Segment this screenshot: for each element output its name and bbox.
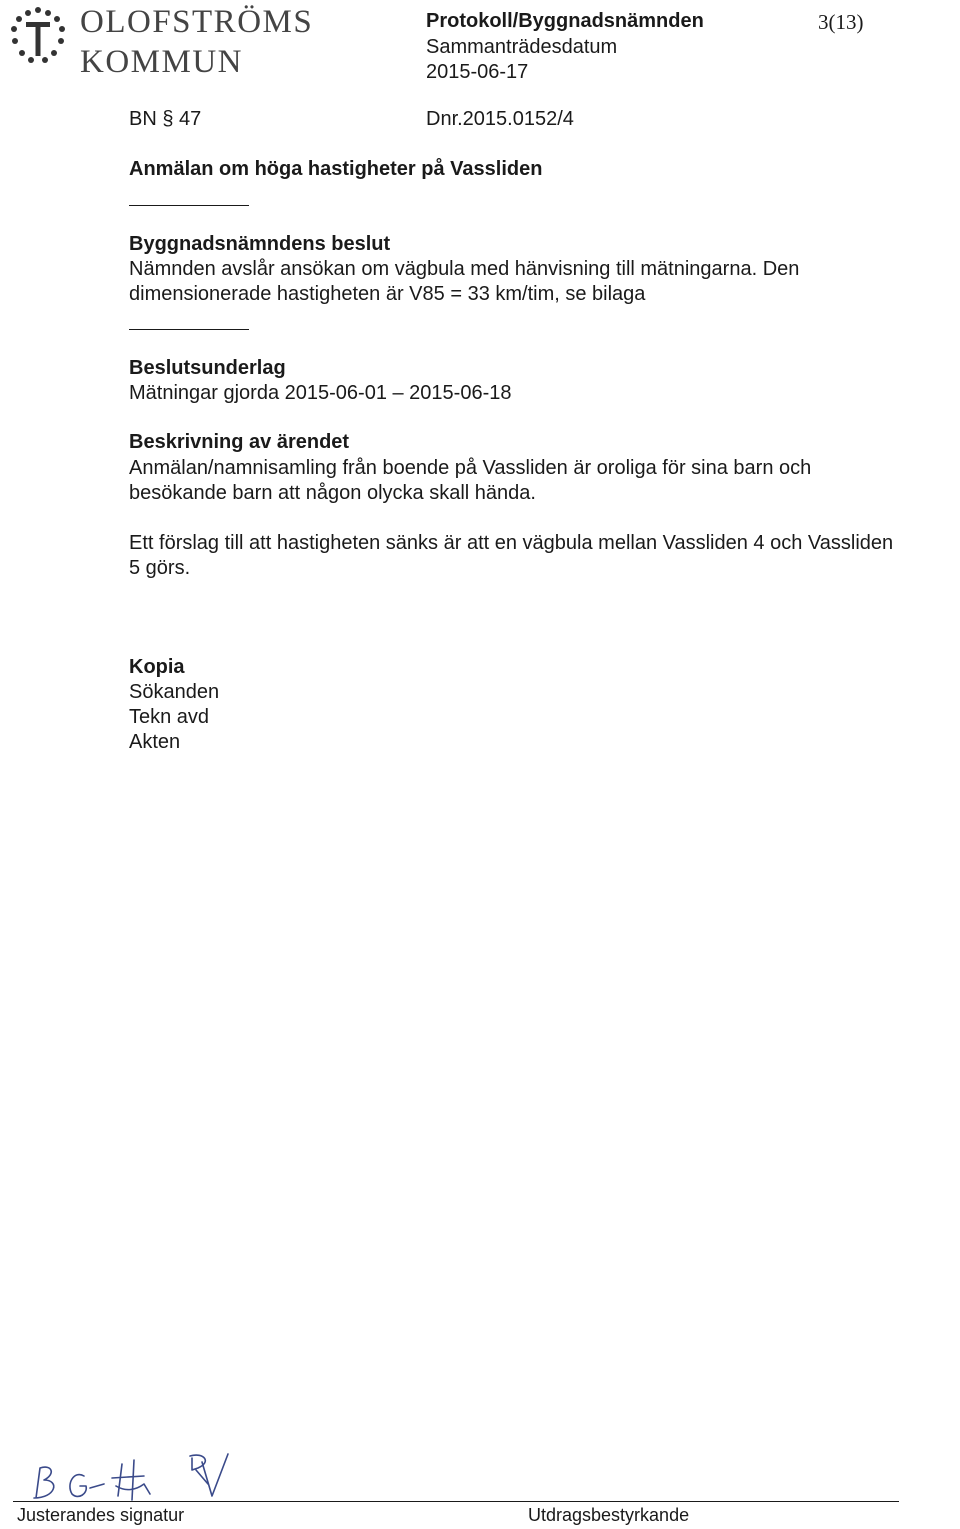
signature-line <box>13 1501 899 1502</box>
meeting-date: 2015-06-17 <box>426 61 529 83</box>
basis-heading: Beslutsunderlag <box>129 357 286 379</box>
handwritten-initials-signature <box>26 1450 256 1506</box>
logo-name-line1: OLOFSTRÖMS <box>80 4 314 40</box>
diary-number: Dnr.2015.0152/4 <box>426 108 574 130</box>
protocol-title: Protokoll/Byggnadsnämnden <box>426 10 704 32</box>
decision-text-line2: dimensionerade hastigheten är V85 = 33 km/tim, se bilaga <box>129 283 646 305</box>
description-p1-line1: Anmälan/namnisamling från boende på Vassliden är oroliga för sina barn och <box>129 457 812 479</box>
description-p2-line1: Ett förslag till att hastigheten sänks är att en vägbula mellan Vassliden 4 och Vassliden <box>129 532 894 554</box>
copy-recipient: Akten <box>129 731 181 753</box>
signature-label: Justerandes signatur <box>17 1505 185 1525</box>
municipality-logo-icon <box>2 4 74 68</box>
page-number: 3(13) <box>818 10 864 34</box>
logo-name-line2: KOMMUN <box>80 44 244 80</box>
copy-heading: Kopia <box>129 656 185 678</box>
divider <box>129 329 249 330</box>
description-p2-line2: 5 görs. <box>129 557 191 579</box>
description-p1-line2: besökande barn att någon olycka skall hända. <box>129 482 536 504</box>
copy-recipient: Sökanden <box>129 681 220 703</box>
basis-text: Mätningar gjorda 2015-06-01 – 2015-06-18 <box>129 382 512 404</box>
meeting-date-label: Sammanträdesdatum <box>426 36 618 58</box>
paragraph-ref: BN § 47 <box>129 108 202 130</box>
decision-text-line1: Nämnden avslår ansökan om vägbula med hänvisning till mätningarna. Den <box>129 258 800 280</box>
copy-recipient: Tekn avd <box>129 706 210 728</box>
case-title: Anmälan om höga hastigheter på Vassliden <box>129 158 543 180</box>
certifier-label: Utdragsbestyrkande <box>528 1505 690 1525</box>
description-heading: Beskrivning av ärendet <box>129 431 350 453</box>
divider <box>129 205 249 206</box>
decision-heading: Byggnadsnämndens beslut <box>129 233 391 255</box>
